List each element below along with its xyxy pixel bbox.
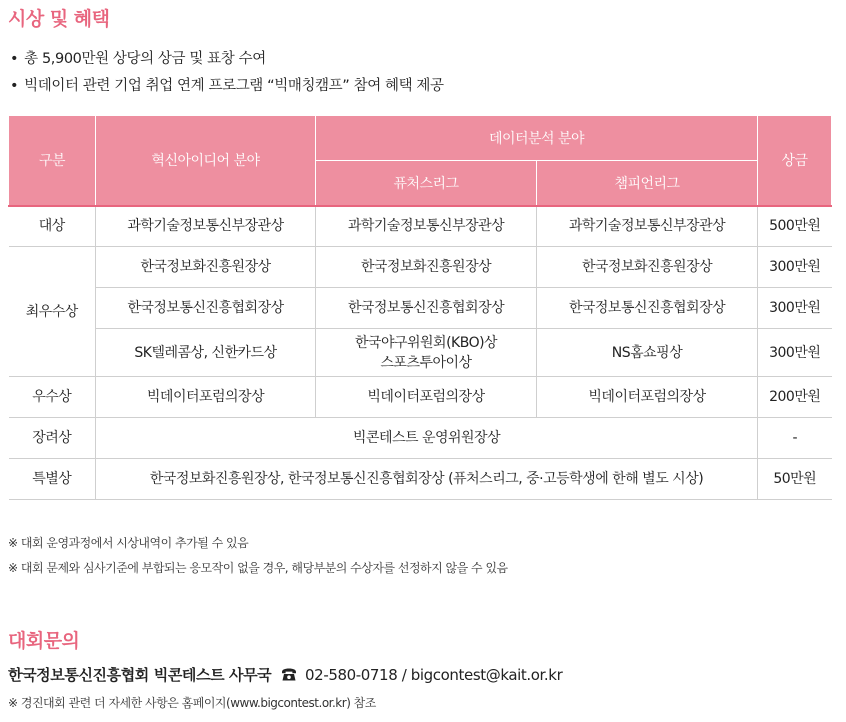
cell-champions: 빅데이터포럼의장상 bbox=[537, 377, 758, 418]
header-prize: 상금 bbox=[758, 116, 832, 206]
row-label: 최우수상 bbox=[9, 247, 96, 377]
contact-org: 한국정보통신진흥협회 빅콘테스트 사무국 bbox=[8, 666, 272, 684]
table-row bbox=[9, 206, 832, 247]
note-item: ※ 대회 문제와 심사기준에 부합되는 응모작이 없을 경우, 해당부분의 수상자를 선정하지 않을 수 있음 bbox=[8, 561, 508, 575]
cell-prize: 300만원 bbox=[758, 288, 832, 329]
cell-futures: 빅데이터포럼의장상 bbox=[316, 377, 537, 418]
row-label: 특별상 bbox=[9, 459, 96, 500]
row-label: 장려상 bbox=[9, 418, 96, 459]
cell-futures: 과학기술정보통신부장관상 bbox=[316, 206, 537, 247]
contact-phone: 02-580-0718 bbox=[305, 666, 398, 684]
cell-innovation: 빅데이터포럼의장상 bbox=[96, 377, 316, 418]
bullet-item: • 빅데이터 관련 기업 취업 연계 프로그램 “빅매칭캠프” 참여 혜택 제공 bbox=[10, 73, 444, 100]
notes-block bbox=[8, 531, 508, 581]
row-label: 대상 bbox=[9, 206, 96, 247]
contact-section-title: 대회문의 bbox=[8, 630, 80, 652]
cell-merged: 빅콘테스트 운영위원장상 bbox=[96, 418, 758, 459]
awards-bullet-list bbox=[10, 46, 444, 100]
header-champions: 챔피언리그 bbox=[537, 161, 758, 206]
cell-prize: 50만원 bbox=[758, 459, 832, 500]
cell-champions: 과학기술정보통신부장관상 bbox=[537, 206, 758, 247]
cell-prize: 500만원 bbox=[758, 206, 832, 247]
table-row bbox=[9, 247, 832, 288]
cell-innovation: SK텔레콤상, 신한카드상 bbox=[96, 329, 316, 377]
prize-table bbox=[8, 115, 832, 500]
phone-icon bbox=[281, 668, 297, 681]
table-row bbox=[9, 288, 832, 329]
bullet-item: • 총 5,900만원 상당의 상금 및 표창 수여 bbox=[10, 46, 444, 73]
header-category: 구분 bbox=[9, 116, 96, 206]
cell-futures-line: 한국야구위원회(KBO)상 bbox=[354, 334, 498, 351]
cell-innovation: 한국정보통신진흥협회장상 bbox=[96, 288, 316, 329]
cell-futures: 한국정보화진흥원장상 bbox=[316, 247, 537, 288]
header-innovation: 혁신아이디어 분야 bbox=[96, 116, 316, 206]
cell-innovation: 과학기술정보통신부장관상 bbox=[96, 206, 316, 247]
cell-champions: 한국정보화진흥원장상 bbox=[537, 247, 758, 288]
contact-line bbox=[8, 664, 562, 685]
table-row bbox=[9, 418, 832, 459]
cell-innovation: 한국정보화진흥원장상 bbox=[96, 247, 316, 288]
table-row bbox=[9, 329, 832, 377]
awards-section-title: 시상 및 혜택 bbox=[8, 8, 110, 30]
cell-futures-line: 스포츠투아이상 bbox=[380, 354, 472, 371]
row-label: 우수상 bbox=[9, 377, 96, 418]
table-row bbox=[9, 459, 832, 500]
contact-email-link[interactable]: bigcontest@kait.or.kr bbox=[410, 666, 563, 684]
header-analysis: 데이터분석 분야 bbox=[316, 116, 758, 161]
cell-merged: 한국정보화진흥원장상, 한국정보통신진흥협회장상 (퓨처스리그, 중·고등학생에 한해 별도 시상) bbox=[96, 459, 758, 500]
cell-prize: 300만원 bbox=[758, 329, 832, 377]
table-row bbox=[9, 377, 832, 418]
contact-separator: / bbox=[401, 666, 407, 684]
header-futures: 퓨처스리그 bbox=[316, 161, 537, 206]
cell-champions: 한국정보통신진흥협회장상 bbox=[537, 288, 758, 329]
contact-footnote: ※ 경진대회 관련 더 자세한 사항은 홈페이지(www.bigcontest.or.kr) 참조 bbox=[8, 696, 376, 710]
note-item: ※ 대회 운영과정에서 시상내역이 추가될 수 있음 bbox=[8, 536, 249, 550]
cell-futures bbox=[316, 329, 537, 377]
cell-champions: NS홈쇼핑상 bbox=[537, 329, 758, 377]
cell-prize: 300만원 bbox=[758, 247, 832, 288]
cell-futures: 한국정보통신진흥협회장상 bbox=[316, 288, 537, 329]
cell-prize: 200만원 bbox=[758, 377, 832, 418]
cell-prize: - bbox=[758, 418, 832, 459]
